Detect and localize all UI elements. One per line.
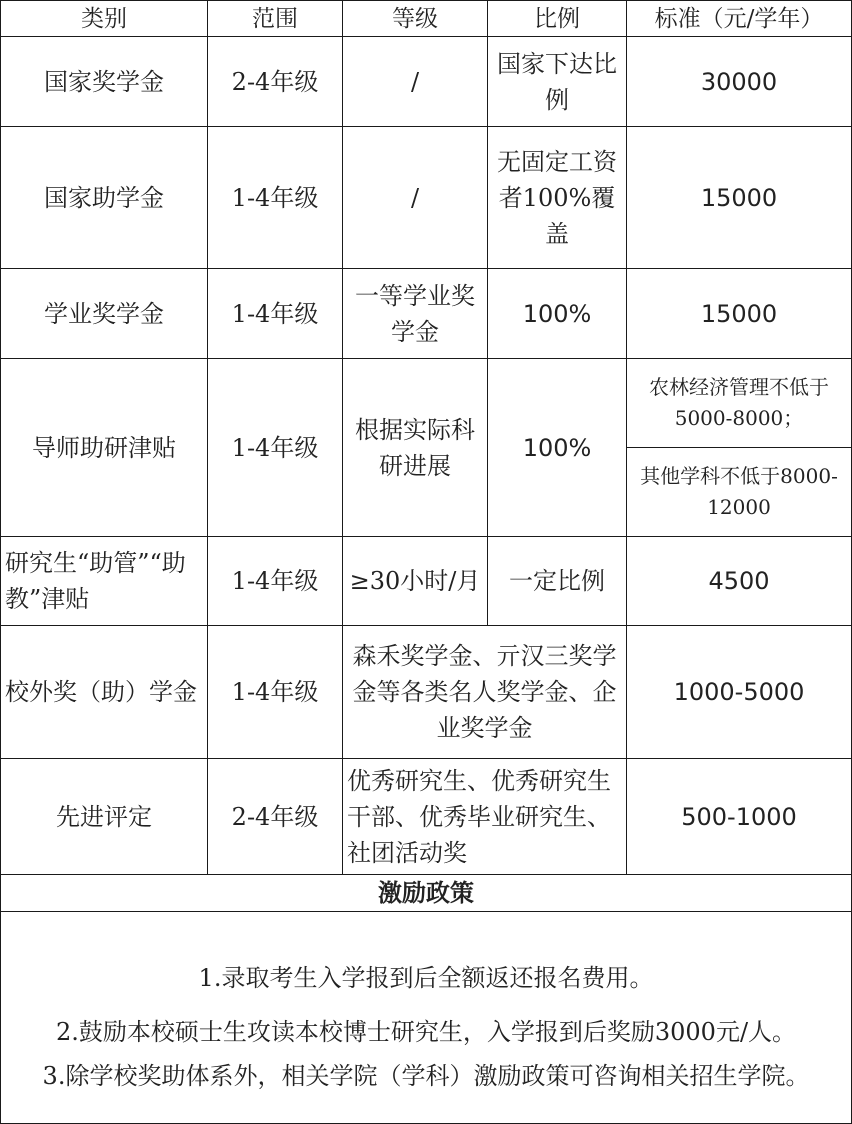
row-level-ratio: 森禾奖学金、亓汉三奖学金等各类名人奖学金、企业奖学金 (343, 626, 627, 759)
row-category: 导师助研津贴 (1, 359, 208, 537)
policy-item: 2.鼓励本校硕士生攻读本校博士研究生，入学报到后奖励3000元/人。 (55, 1017, 797, 1046)
table-row (1, 759, 852, 875)
row-category: 研究生“助管”“助教”津贴 (1, 537, 208, 626)
row-category: 先进评定 (1, 759, 208, 875)
policy-item: 3.除学校奖助体系外，相关学院（学科）激励政策可咨询相关招生学院。 (42, 1061, 810, 1090)
policy-body (1, 912, 852, 1124)
policy-title-row (1, 875, 852, 912)
row-scope: 2-4年级 (208, 759, 343, 875)
policy-title: 激励政策 (1, 875, 852, 912)
row-standard-agri: 农林经济管理不低于5000-8000； (627, 359, 852, 448)
row-level-ratio: 优秀研究生、优秀研究生干部、优秀毕业研究生、社团活动奖 (343, 759, 627, 875)
row-standard: 15000 (627, 269, 852, 359)
row-scope: 1-4年级 (208, 359, 343, 537)
row-level: / (343, 37, 488, 127)
table-row (1, 269, 852, 359)
row-ratio: 无固定工资者100%覆盖 (488, 127, 627, 269)
table-row (1, 626, 852, 759)
row-scope: 2-4年级 (208, 37, 343, 127)
policy-item: 1.录取考生入学报到后全额返还报名费用。 (198, 963, 654, 992)
table-row (1, 359, 852, 448)
row-level: / (343, 127, 488, 269)
row-category: 校外奖（助）学金 (1, 626, 208, 759)
row-standard-other: 其他学科不低于8000-12000 (627, 448, 852, 537)
row-standard: 500-1000 (627, 759, 852, 875)
header-ratio: 比例 (488, 1, 627, 37)
header-category: 类别 (1, 1, 208, 37)
row-ratio: 100% (488, 269, 627, 359)
row-level: 根据实际科研进展 (343, 359, 488, 537)
row-ratio: 一定比例 (488, 537, 627, 626)
table-header-row (1, 1, 852, 37)
row-category: 国家奖学金 (1, 37, 208, 127)
row-standard: 30000 (627, 37, 852, 127)
row-scope: 1-4年级 (208, 537, 343, 626)
row-scope: 1-4年级 (208, 626, 343, 759)
row-ratio: 国家下达比例 (488, 37, 627, 127)
row-scope: 1-4年级 (208, 127, 343, 269)
header-scope: 范围 (208, 1, 343, 37)
row-ratio: 100% (488, 359, 627, 537)
policy-row (1, 912, 852, 1124)
row-scope: 1-4年级 (208, 269, 343, 359)
row-standard: 1000-5000 (627, 626, 852, 759)
table-row (1, 537, 852, 626)
row-standard: 15000 (627, 127, 852, 269)
row-category: 国家助学金 (1, 127, 208, 269)
row-level: ≥30小时/月 (343, 537, 488, 626)
row-level: 一等学业奖学金 (343, 269, 488, 359)
table-row (1, 127, 852, 269)
row-standard: 4500 (627, 537, 852, 626)
header-standard: 标准（元/学年） (627, 1, 852, 37)
row-category: 学业奖学金 (1, 269, 208, 359)
table-row (1, 37, 852, 127)
header-level: 等级 (343, 1, 488, 37)
